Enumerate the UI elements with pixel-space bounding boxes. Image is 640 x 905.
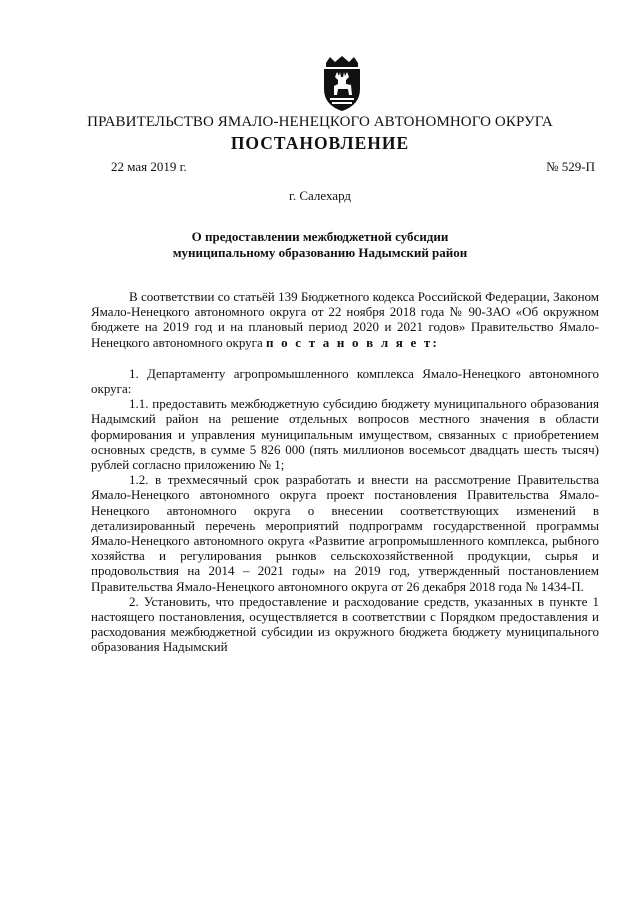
paragraph-1-1: 1.1. предоставить межбюджетную субсидию бюджету муниципального образования Надымский район на решение отдельных вопросов местного значения в области формирования и управления муниципальным имуществом, связанных с приобретением основных средств, в сумме 5 826 000 (пять миллионов восемьсот двадцать шесть тысяч) рублей согласно приложению № 1; xyxy=(91,396,599,473)
coat-of-arms-icon xyxy=(318,55,366,113)
decree-city: г. Салехард xyxy=(288,188,352,203)
paragraph-1: 1. Департаменту агропромышленного комплекса Ямало-Ненецкого автономного округа: xyxy=(91,365,599,397)
decree-body xyxy=(91,289,599,655)
decree-subject xyxy=(0,229,640,261)
subject-line-2: муниципальному образованию Надымский район xyxy=(172,245,468,260)
decree-date: 22 мая 2019 г. xyxy=(111,159,187,174)
decides-text: п о с т а н о в л я е т: xyxy=(266,334,440,350)
paragraph-2: 2. Установить, что предоставление и расходование средств, указанных в пункте 1 настоящего постановления, осуществляется в соответствии с Порядком предоставления и расходования межбюджетной субсидии из окружного бюджета бюджету муниципального образования Надымский xyxy=(91,593,599,655)
subject-line-1: О предоставлении межбюджетной субсидии xyxy=(191,229,449,244)
government-title: ПРАВИТЕЛЬСТВО ЯМАЛО-НЕНЕЦКОГО АВТОНОМНОГО ОКРУГА xyxy=(87,114,553,130)
document-type: ПОСТАНОВЛЕНИЕ xyxy=(230,133,410,153)
preamble-text: В соответствии со статьёй 139 Бюджетного кодекса Российской Федерации, Законом Ямало-Ненецкого автономного округа от 22 ноября 2018 года № 90-ЗАО «Об окружном бюджете на 2019 год и на плановый период 2020 и 2021 годов» Правительство Ямало-Ненецкого автономного округа xyxy=(91,289,599,350)
paragraph-1-2: 1.2. в трехмесячный срок разработать и внести на рассмотрение Правительства Ямало-Ненецкого автономного округа проект постановления Правительства Ямало-Ненецкого автономного округа о внесении соответствующих изменений в детализированный перечень мероприятий подпрограмм государственной программы Ямало-Ненецкого автономного округа «Развитие агропромышленного комплекса, рыбного хозяйства и регулирования рынков сельскохозяйственной продукции, сырья и продовольствия на 2014 – 2021 годы» на 2019 год, утвержденный постановлением Правительства Ямало-Ненецкого автономного округа от 26 декабря 2018 года № 1434-П. xyxy=(91,472,599,594)
preamble-paragraph xyxy=(91,289,599,350)
decree-number: № 529-П xyxy=(546,159,595,174)
